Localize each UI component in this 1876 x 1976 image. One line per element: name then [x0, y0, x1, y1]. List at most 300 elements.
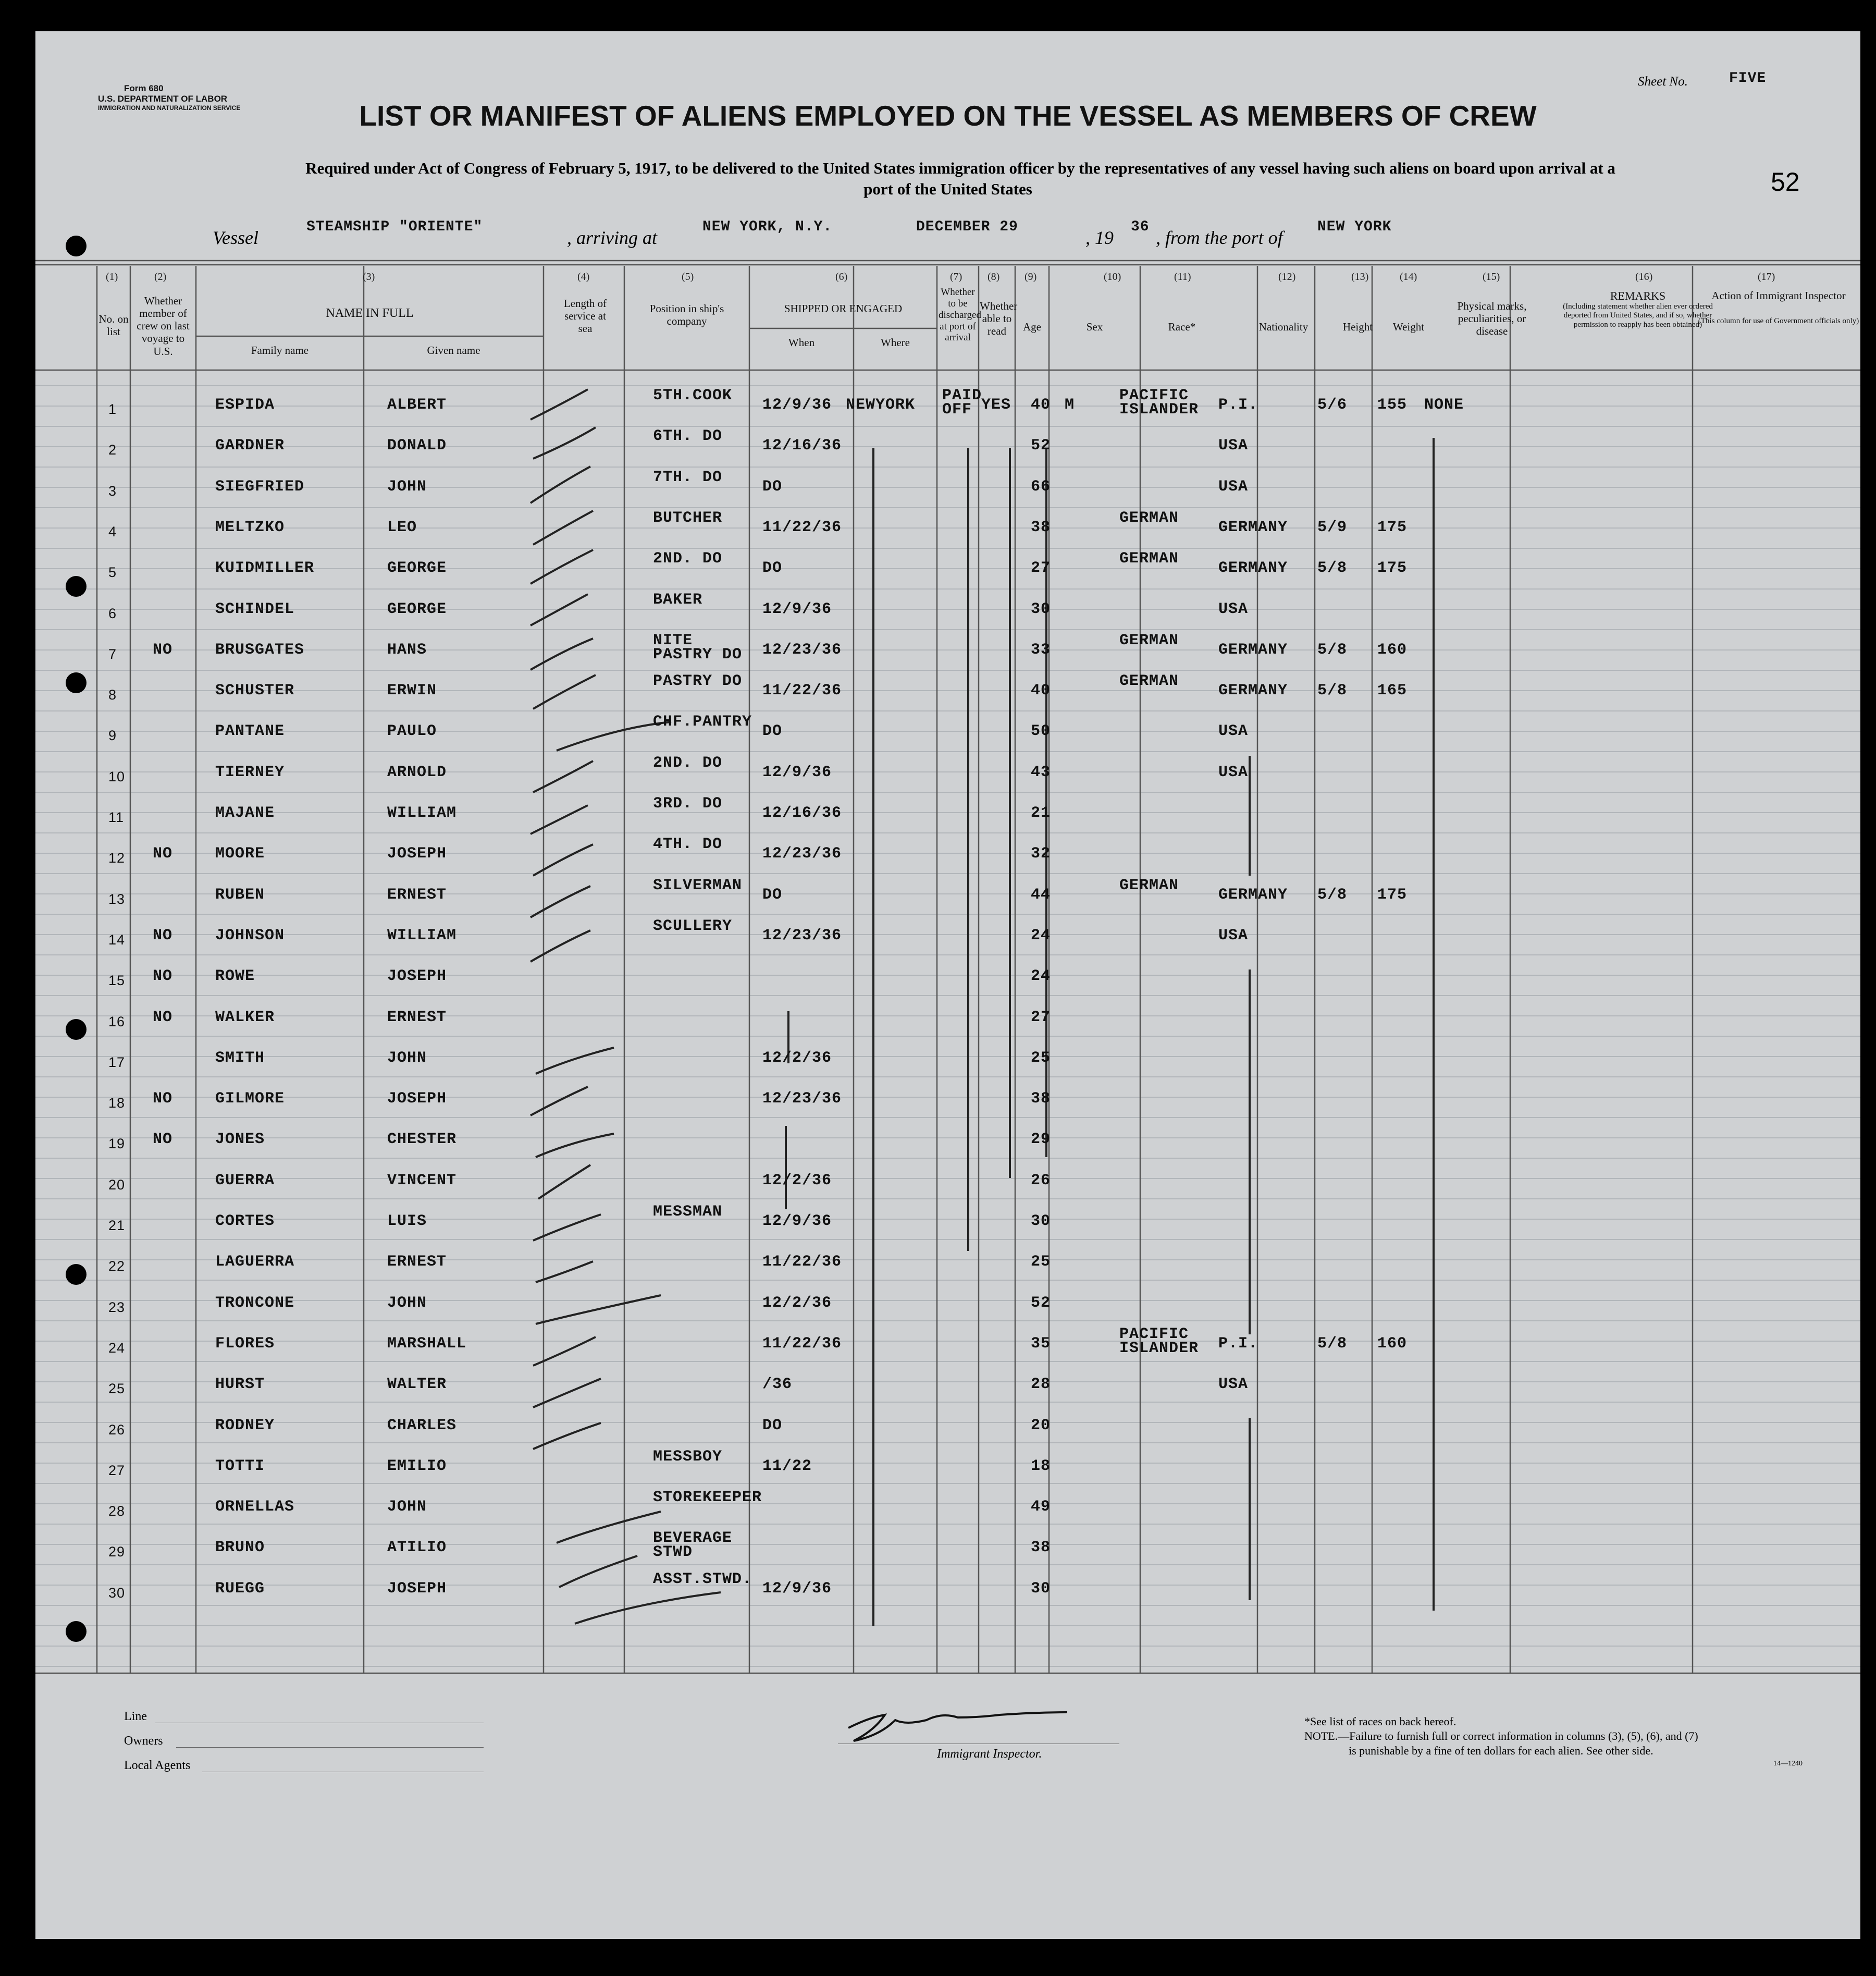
given-name-cell: EMILIO — [387, 1457, 447, 1475]
position-cell: 6TH. DO — [653, 427, 723, 446]
from-port: NEW YORK — [1317, 219, 1392, 235]
penalty-note-line-2: is punishable by a fine of ten dollars for each alien. See other side. — [1349, 1744, 1653, 1757]
family-name-cell: TIERNEY — [215, 763, 285, 781]
family-name-cell: BRUNO — [215, 1539, 265, 1557]
binder-hole — [66, 236, 87, 256]
col-head-shipped: SHIPPED OR ENGAGED — [784, 302, 903, 315]
shipped-when-cell: 12/9/36 — [762, 600, 832, 618]
races-note: *See list of races on back hereof. — [1304, 1715, 1457, 1728]
family-name-cell: HURST — [215, 1376, 265, 1394]
nationality-cell: USA — [1218, 926, 1249, 944]
nationality-cell: USA — [1218, 1376, 1249, 1394]
table-row — [35, 795, 1860, 845]
col-num-13: (13) — [1351, 271, 1369, 283]
col-num-4: (4) — [577, 271, 590, 283]
family-name-cell: BRUSGATES — [215, 641, 305, 659]
family-name-cell: JOHNSON — [215, 926, 285, 944]
given-name-cell: PAULO — [387, 722, 437, 741]
table-row — [35, 1203, 1860, 1253]
age-cell: 28 — [1031, 1376, 1051, 1394]
family-name-cell: FLORES — [215, 1334, 275, 1353]
age-cell: 44 — [1031, 886, 1051, 904]
col-head-discharged: Whether to be discharged at port of arrival — [939, 287, 981, 343]
col-num-5: (5) — [682, 271, 694, 283]
age-cell: 35 — [1031, 1334, 1051, 1353]
given-name-cell: ERWIN — [387, 682, 437, 700]
col-head-previous-crew: Whether member of crew on last voyage to U.S. — [137, 294, 190, 358]
nationality-cell: USA — [1218, 763, 1249, 781]
shipped-when-cell: 12/16/36 — [762, 804, 842, 822]
table-row — [35, 509, 1860, 559]
given-name-cell: ALBERT — [387, 396, 447, 414]
list-number-cell: 15 — [108, 973, 126, 989]
col-num-11: (11) — [1174, 271, 1191, 283]
immigrant-inspector-label: Immigrant Inspector. — [937, 1747, 1042, 1761]
given-name-cell: JOSEPH — [387, 1579, 447, 1598]
from-port-label: , from the port of — [1156, 227, 1283, 248]
weight-cell: 155 — [1377, 396, 1408, 414]
position-cell: 3RD. DO — [653, 795, 723, 813]
family-name-cell: LAGUERRA — [215, 1253, 295, 1271]
age-cell: 29 — [1031, 1131, 1051, 1149]
family-name-cell: JONES — [215, 1131, 265, 1149]
col-head-remarks-detail: (Including statement whether alien ever ordered deported from United States, and if so, whether permission to reapply has been obtained) — [1563, 302, 1713, 329]
table-row — [35, 1009, 1860, 1049]
shipped-when-cell: 11/22 — [762, 1457, 812, 1475]
family-name-cell: RUBEN — [215, 886, 265, 904]
family-name-cell: CORTES — [215, 1212, 275, 1230]
height-cell: 5/6 — [1317, 396, 1348, 414]
col-head-physical-marks: Physical marks, peculiarities, or disease — [1457, 300, 1527, 338]
shipped-when-cell: /36 — [762, 1376, 793, 1394]
col-head-inspector-action-detail: (This column for use of Government officials only) — [1698, 317, 1859, 325]
table-row — [35, 876, 1860, 927]
given-name-cell: CHARLES — [387, 1416, 457, 1434]
age-cell: 24 — [1031, 967, 1051, 986]
owners-label: Owners — [124, 1734, 163, 1748]
race-cell: GERMAN — [1119, 672, 1179, 691]
age-cell: 25 — [1031, 1253, 1051, 1271]
family-name-cell: RODNEY — [215, 1416, 275, 1434]
given-name-cell: MARSHALL — [387, 1334, 467, 1353]
weight-cell: 165 — [1377, 682, 1408, 700]
race-cell: GERMAN — [1119, 876, 1179, 894]
vessel-label: Vessel — [213, 227, 258, 248]
age-cell: 40 — [1031, 396, 1051, 414]
col-head-service-length: Length of service at sea — [563, 297, 607, 335]
nationality-cell: GERMANY — [1218, 559, 1288, 578]
family-name-cell: SCHUSTER — [215, 682, 295, 700]
discharged-cell: PAID OFF — [942, 387, 982, 419]
table-row — [35, 1294, 1860, 1335]
age-cell: 33 — [1031, 641, 1051, 659]
list-number-cell: 17 — [108, 1054, 126, 1070]
shipped-when-cell: DO — [762, 559, 783, 578]
nationality-cell: GERMANY — [1218, 641, 1288, 659]
weight-cell: 160 — [1377, 641, 1408, 659]
table-row — [35, 591, 1860, 641]
age-cell: 50 — [1031, 722, 1051, 741]
table-row — [35, 1376, 1860, 1416]
weight-cell: 160 — [1377, 1334, 1408, 1353]
table-row — [35, 1049, 1860, 1090]
given-name-cell: ERNEST — [387, 886, 447, 904]
nationality-cell: GERMANY — [1218, 518, 1288, 536]
shipped-when-cell: 12/9/36 — [762, 1579, 832, 1598]
table-row — [35, 713, 1860, 763]
family-name-cell: SIEGFRIED — [215, 477, 305, 496]
shipped-when-cell: 12/23/36 — [762, 1090, 842, 1108]
penalty-note: NOTE.—Failure to furnish full or correct information in columns (3), (5), (6), and (7) — [1304, 1729, 1698, 1742]
list-number-cell: 20 — [108, 1176, 126, 1193]
list-number-cell: 12 — [108, 850, 126, 866]
family-name-cell: PANTANE — [215, 722, 285, 741]
form-number: Form 680 — [124, 83, 164, 93]
list-number-cell: 28 — [108, 1503, 126, 1519]
table-row — [35, 550, 1860, 600]
position-cell: 2ND. DO — [653, 754, 723, 772]
position-cell: MESSBOY — [653, 1447, 723, 1466]
age-cell: 21 — [1031, 804, 1051, 822]
col-num-15: (15) — [1483, 271, 1500, 283]
age-cell: 27 — [1031, 1008, 1051, 1026]
family-name-cell: ORNELLAS — [215, 1498, 295, 1516]
given-name-cell: JOHN — [387, 1498, 427, 1516]
position-cell: BEVERAGE STWD — [653, 1529, 733, 1562]
col-head-family-name: Family name — [251, 344, 309, 357]
list-number-cell: 4 — [108, 523, 117, 539]
shipped-when-cell: 11/22/36 — [762, 1334, 842, 1353]
col-head-nationality: Nationality — [1258, 321, 1309, 333]
height-cell: 5/8 — [1317, 1334, 1348, 1353]
binder-hole — [66, 1621, 87, 1642]
family-name-cell: TOTTI — [215, 1457, 265, 1475]
list-number-cell: 25 — [108, 1381, 126, 1397]
list-number-cell: 2 — [108, 442, 117, 458]
page-title: LIST OR MANIFEST OF ALIENS EMPLOYED ON THE VESSEL AS MEMBERS OF CREW — [359, 100, 1537, 132]
table-row — [35, 1570, 1860, 1621]
page-subtitle: Required under Act of Congress of February 5, 1917, to be delivered to the United States immigration officer by the representatives of any vessel having such aliens on board upon arrival at a — [305, 159, 1615, 177]
position-cell: SILVERMAN — [653, 876, 743, 894]
shipped-when-cell: 12/23/36 — [762, 641, 842, 659]
table-row — [35, 1447, 1860, 1498]
col-head-inspector-action: Action of Immigrant Inspector — [1711, 289, 1846, 302]
col-head-no: No. on list — [98, 313, 129, 338]
weight-cell: 175 — [1377, 886, 1408, 904]
nationality-cell: P.I. — [1218, 1334, 1258, 1353]
given-name-cell: JOSEPH — [387, 1090, 447, 1108]
given-name-cell: DONALD — [387, 437, 447, 455]
year-prefix: , 19 — [1085, 227, 1114, 248]
nationality-cell: USA — [1218, 600, 1249, 618]
race-cell: PACIFIC ISLANDER — [1119, 387, 1199, 419]
age-cell: 66 — [1031, 477, 1051, 496]
family-name-cell: MOORE — [215, 845, 265, 863]
height-cell: 5/8 — [1317, 641, 1348, 659]
position-cell: ASST.STWD. — [653, 1570, 752, 1588]
col-head-remarks: REMARKS — [1610, 289, 1666, 302]
race-cell: GERMAN — [1119, 509, 1179, 527]
given-name-cell: ARNOLD — [387, 763, 447, 781]
nationality-cell: USA — [1218, 477, 1249, 496]
position-cell: 7TH. DO — [653, 468, 723, 486]
previous-voyage-cell: NO — [153, 641, 173, 659]
table-row — [35, 1325, 1860, 1376]
year-suffix: 36 — [1131, 219, 1150, 235]
shipped-when-cell: 12/23/36 — [762, 926, 842, 944]
given-name-cell: GEORGE — [387, 600, 447, 618]
col-num-16: (16) — [1635, 271, 1653, 283]
family-name-cell: KUIDMILLER — [215, 559, 315, 578]
given-name-cell: GEORGE — [387, 559, 447, 578]
shipped-when-cell: DO — [762, 886, 783, 904]
age-cell: 40 — [1031, 682, 1051, 700]
list-number-cell: 9 — [108, 728, 117, 744]
inspector-signature — [848, 1712, 1067, 1741]
col-head-when: When — [788, 336, 815, 349]
previous-voyage-cell: NO — [153, 845, 173, 863]
table-row — [35, 1131, 1860, 1171]
table-row — [35, 1090, 1860, 1131]
list-number-cell: 1 — [108, 401, 117, 417]
physical-marks-cell: NONE — [1424, 396, 1464, 414]
age-cell: 20 — [1031, 1416, 1051, 1434]
previous-voyage-cell: NO — [153, 1090, 173, 1108]
position-cell: 5TH.COOK — [653, 387, 733, 404]
shipped-when-cell: 11/22/36 — [762, 518, 842, 536]
nationality-cell: USA — [1218, 437, 1249, 455]
age-cell: 24 — [1031, 926, 1051, 944]
col-num-3: (3) — [363, 271, 375, 283]
given-name-cell: HANS — [387, 641, 427, 659]
shipped-when-cell: 11/22/36 — [762, 682, 842, 700]
given-name-cell: VINCENT — [387, 1171, 457, 1189]
col-num-14: (14) — [1400, 271, 1417, 283]
col-head-able-to-read: Whether able to read — [980, 300, 1018, 338]
previous-voyage-cell: NO — [153, 967, 173, 986]
position-cell: BUTCHER — [653, 509, 723, 527]
list-number-cell: 27 — [108, 1462, 126, 1478]
nationality-cell: GERMANY — [1218, 682, 1288, 700]
family-name-cell: GARDNER — [215, 437, 285, 455]
family-name-cell: WALKER — [215, 1008, 275, 1026]
shipped-when-cell: DO — [762, 1416, 783, 1434]
given-name-cell: CHESTER — [387, 1131, 457, 1149]
position-cell: SCULLERY — [653, 917, 733, 935]
given-name-cell: WILLIAM — [387, 926, 457, 944]
given-name-cell: WILLIAM — [387, 804, 457, 822]
race-cell: PACIFIC ISLANDER — [1119, 1325, 1199, 1357]
list-number-cell: 18 — [108, 1095, 126, 1111]
previous-voyage-cell: NO — [153, 1008, 173, 1026]
table-row — [35, 387, 1860, 437]
col-num-12: (12) — [1278, 271, 1296, 283]
col-num-6: (6) — [835, 271, 848, 283]
family-name-cell: MELTZKO — [215, 518, 285, 536]
age-cell: 43 — [1031, 763, 1051, 781]
position-cell: STOREKEEPER — [653, 1489, 762, 1507]
list-number-cell: 7 — [108, 646, 117, 662]
col-head-weight: Weight — [1392, 321, 1425, 333]
given-name-cell: ATILIO — [387, 1539, 447, 1557]
local-agents-label: Local Agents — [124, 1759, 191, 1772]
line-label: Line — [124, 1710, 147, 1723]
table-row — [35, 754, 1860, 804]
given-name-cell: ERNEST — [387, 1008, 447, 1026]
table-row — [35, 672, 1860, 722]
age-cell: 38 — [1031, 1539, 1051, 1557]
height-cell: 5/8 — [1317, 559, 1348, 578]
list-number-cell: 10 — [108, 768, 126, 784]
age-cell: 49 — [1031, 1498, 1051, 1516]
col-head-sex: Sex — [1086, 321, 1103, 333]
table-row — [35, 1489, 1860, 1539]
shipped-where-cell: NEWYORK — [846, 396, 916, 414]
col-num-17: (17) — [1758, 271, 1775, 283]
given-name-cell: JOSEPH — [387, 967, 447, 986]
table-row — [35, 836, 1860, 886]
col-head-height: Height — [1342, 321, 1373, 333]
list-number-cell: 29 — [108, 1544, 126, 1560]
list-number-cell: 24 — [108, 1340, 126, 1356]
table-row — [35, 967, 1860, 1008]
col-head-name: NAME IN FULL — [326, 306, 414, 320]
list-number-cell: 26 — [108, 1421, 126, 1438]
weight-cell: 175 — [1377, 559, 1408, 578]
table-row — [35, 1253, 1860, 1294]
page-subtitle-line-2: port of the United States — [863, 180, 1032, 198]
position-cell: NITE PASTRY DO — [653, 631, 743, 664]
age-cell: 26 — [1031, 1171, 1051, 1189]
previous-voyage-cell: NO — [153, 1131, 173, 1149]
given-name-cell: LUIS — [387, 1212, 427, 1230]
position-cell: 4TH. DO — [653, 836, 723, 854]
age-cell: 52 — [1031, 437, 1051, 455]
page-number: 52 — [1771, 167, 1800, 197]
age-cell: 30 — [1031, 600, 1051, 618]
age-cell: 38 — [1031, 1090, 1051, 1108]
table-row — [35, 631, 1860, 682]
height-cell: 5/8 — [1317, 886, 1348, 904]
col-num-2: (2) — [154, 271, 167, 283]
given-name-cell: JOSEPH — [387, 845, 447, 863]
age-cell: 38 — [1031, 518, 1051, 536]
col-num-7: (7) — [950, 271, 962, 283]
form-code: 14—1240 — [1773, 1760, 1803, 1768]
shipped-when-cell: 12/16/36 — [762, 437, 842, 455]
col-num-10: (10) — [1104, 271, 1121, 283]
previous-voyage-cell: NO — [153, 926, 173, 944]
age-cell: 25 — [1031, 1049, 1051, 1067]
arriving-label: , arriving at — [567, 227, 658, 248]
shipped-when-cell: DO — [762, 477, 783, 496]
family-name-cell: TRONCONE — [215, 1294, 295, 1312]
list-number-cell: 19 — [108, 1136, 126, 1152]
list-number-cell: 13 — [108, 891, 126, 907]
list-number-cell: 3 — [108, 483, 117, 499]
arrival-port: NEW YORK, N.Y. — [702, 219, 833, 235]
given-name-cell: WALTER — [387, 1376, 447, 1394]
shipped-when-cell: 12/2/36 — [762, 1294, 832, 1312]
given-name-cell: ERNEST — [387, 1253, 447, 1271]
list-number-cell: 6 — [108, 605, 117, 621]
age-cell: 30 — [1031, 1212, 1051, 1230]
shipped-when-cell: 12/2/36 — [762, 1049, 832, 1067]
position-cell: CHF.PANTRY — [653, 713, 752, 731]
height-cell: 5/9 — [1317, 518, 1348, 536]
list-number-cell: 23 — [108, 1299, 126, 1315]
family-name-cell: ROWE — [215, 967, 255, 986]
col-head-position: Position in ship's company — [649, 302, 724, 328]
family-name-cell: MAJANE — [215, 804, 275, 822]
family-name-cell: SMITH — [215, 1049, 265, 1067]
list-number-cell: 5 — [108, 564, 117, 581]
position-cell: 2ND. DO — [653, 550, 723, 568]
given-name-cell: LEO — [387, 518, 417, 536]
age-cell: 32 — [1031, 845, 1051, 863]
owners-field — [176, 1747, 484, 1748]
nationality-cell: GERMANY — [1218, 886, 1288, 904]
list-number-cell: 8 — [108, 687, 117, 703]
table-row — [35, 468, 1860, 519]
table-row — [35, 917, 1860, 967]
col-num-1: (1) — [106, 271, 118, 283]
position-cell: PASTRY DO — [653, 672, 743, 691]
shipped-when-cell: 12/9/36 — [762, 1212, 832, 1230]
race-cell: GERMAN — [1119, 550, 1179, 568]
height-cell: 5/8 — [1317, 682, 1348, 700]
age-cell: 52 — [1031, 1294, 1051, 1312]
given-name-cell: JOHN — [387, 1049, 427, 1067]
col-head-age: Age — [1023, 321, 1041, 333]
list-number-cell: 22 — [108, 1258, 126, 1274]
family-name-cell: GUERRA — [215, 1171, 275, 1189]
arrival-date: DECEMBER 29 — [916, 219, 1018, 235]
position-cell: BAKER — [653, 591, 703, 609]
table-row — [35, 1529, 1860, 1579]
list-number-cell: 30 — [108, 1585, 126, 1601]
col-head-race: Race* — [1168, 321, 1196, 333]
able-to-read-cell: YES — [981, 396, 1011, 414]
race-cell: GERMAN — [1119, 631, 1179, 649]
family-name-cell: SCHINDEL — [215, 600, 295, 618]
weight-cell: 175 — [1377, 518, 1408, 536]
list-number-cell: 21 — [108, 1218, 126, 1233]
service-name: IMMIGRATION AND NATURALIZATION SERVICE — [98, 104, 241, 112]
sheet-number: FIVE — [1729, 70, 1767, 87]
family-name-cell: RUEGG — [215, 1579, 265, 1598]
sex-cell: M — [1065, 396, 1075, 414]
shipped-when-cell: 11/22/36 — [762, 1253, 842, 1271]
given-name-cell: JOHN — [387, 1294, 427, 1312]
list-number-cell: 11 — [108, 809, 125, 825]
nationality-cell: USA — [1218, 722, 1249, 741]
col-num-9: (9) — [1025, 271, 1037, 283]
sheet-number-label: Sheet No. — [1638, 75, 1688, 89]
position-cell: MESSMAN — [653, 1203, 723, 1221]
list-number-cell: 14 — [108, 931, 126, 948]
list-number-cell: 16 — [108, 1013, 126, 1029]
table-row — [35, 1172, 1860, 1212]
department-name: U.S. DEPARTMENT OF LABOR — [98, 94, 228, 104]
shipped-when-cell: 12/23/36 — [762, 845, 842, 863]
family-name-cell: ESPIDA — [215, 396, 275, 414]
age-cell: 30 — [1031, 1579, 1051, 1598]
shipped-when-cell: DO — [762, 722, 783, 741]
age-cell: 27 — [1031, 559, 1051, 578]
table-row — [35, 1417, 1860, 1457]
col-head-where: Where — [881, 336, 910, 349]
